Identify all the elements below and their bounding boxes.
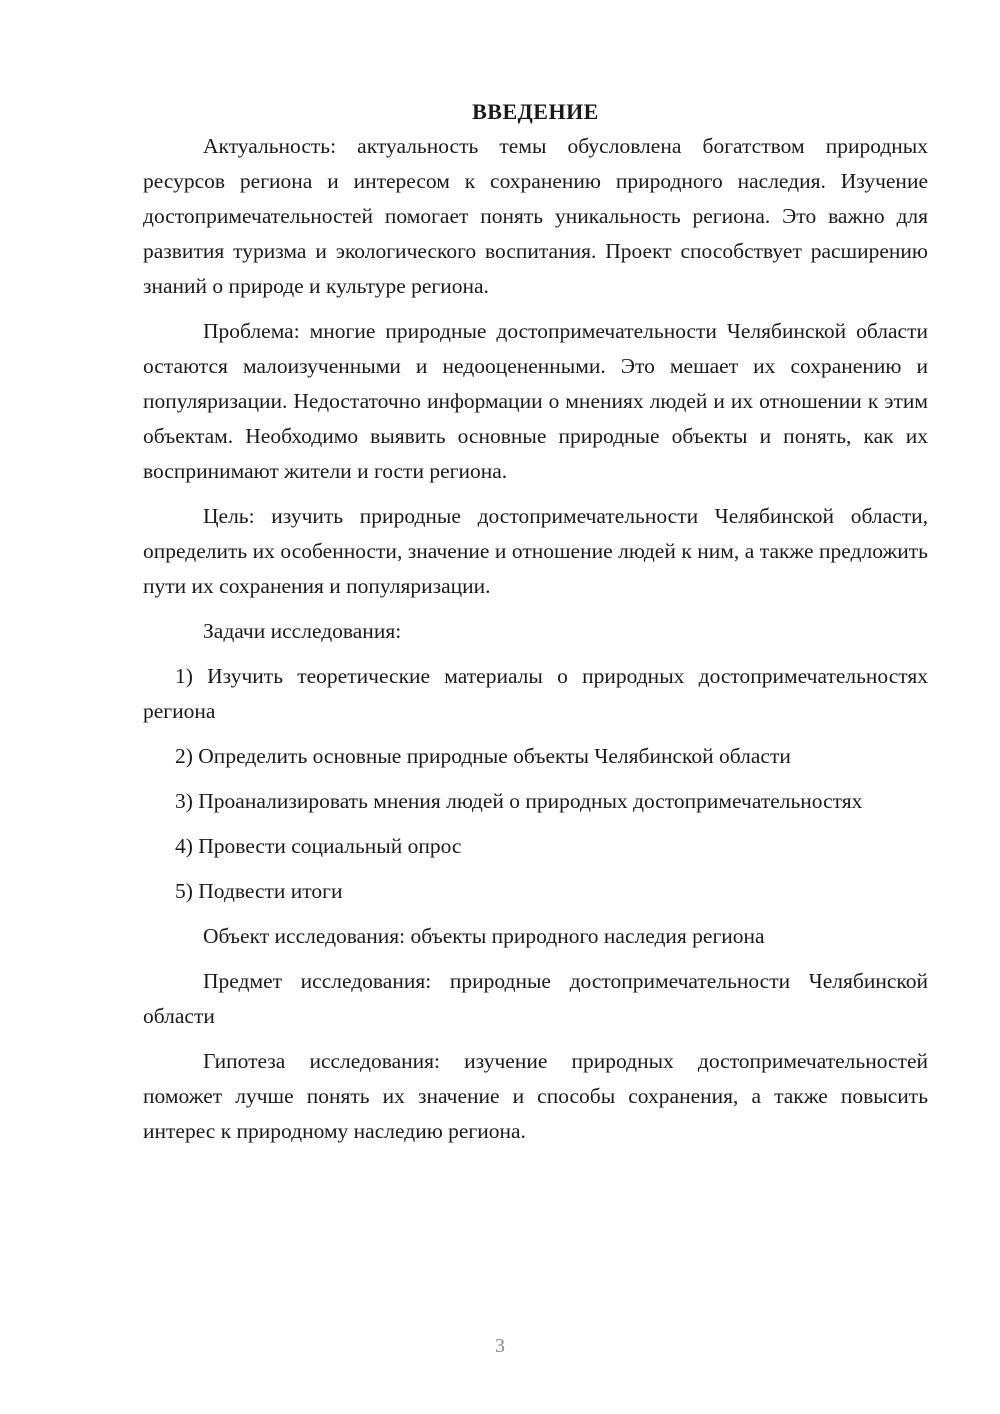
tasks-heading: Задачи исследования:	[203, 619, 402, 643]
page-number: 3	[495, 1335, 505, 1357]
paragraph-hypothesis: Гипотеза исследования: изучение природных достопримечательностей поможет лучше понять их значение и способы сохранения, а также повысить интерес к природному наследию региона.	[143, 1049, 928, 1143]
paragraph-problem: Проблема: многие природные достопримечательности Челябинской области остаются малоизученными и недооцененными. Это мешает их сохранению и популяризации. Недостаточно информации о мнениях людей и их отношении к этим объектам. Необходимо выявить основные природные объекты и понять, как их воспринимают жители и гости региона.	[143, 319, 928, 483]
paragraph-subject: Предмет исследования: природные достопримечательности Челябинской области	[143, 969, 928, 1028]
list-item: 1) Изучить теоретические материалы о природных достопримечательностях региона	[143, 664, 928, 723]
document-page	[143, 94, 928, 1159]
section-title: ВВЕДЕНИЕ	[472, 99, 599, 124]
paragraph-goal: Цель: изучить природные достопримечательности Челябинской области, определить их особенности, значение и отношение людей к ним, а также предложить пути их сохранения и популяризации.	[143, 504, 928, 598]
list-item: 5) Подвести итоги	[175, 879, 343, 903]
list-item: 4) Провести социальный опрос	[175, 834, 462, 858]
list-item: 3) Проанализировать мнения людей о природных достопримечательностях	[175, 789, 863, 813]
paragraph-object: Объект исследования: объекты природного наследия региона	[203, 924, 765, 948]
paragraph-relevance: Актуальность: актуальность темы обусловлена богатством природных ресурсов региона и интересом к сохранению природного наследия. Изучение достопримечательностей помогает понять уникальность региона. Это важно для развития туризма и экологического воспитания. Проект способствует расширению знаний о природе и культуре региона.	[143, 134, 928, 298]
list-item: 2) Определить основные природные объекты Челябинской области	[175, 744, 791, 768]
tasks-list	[143, 659, 928, 909]
